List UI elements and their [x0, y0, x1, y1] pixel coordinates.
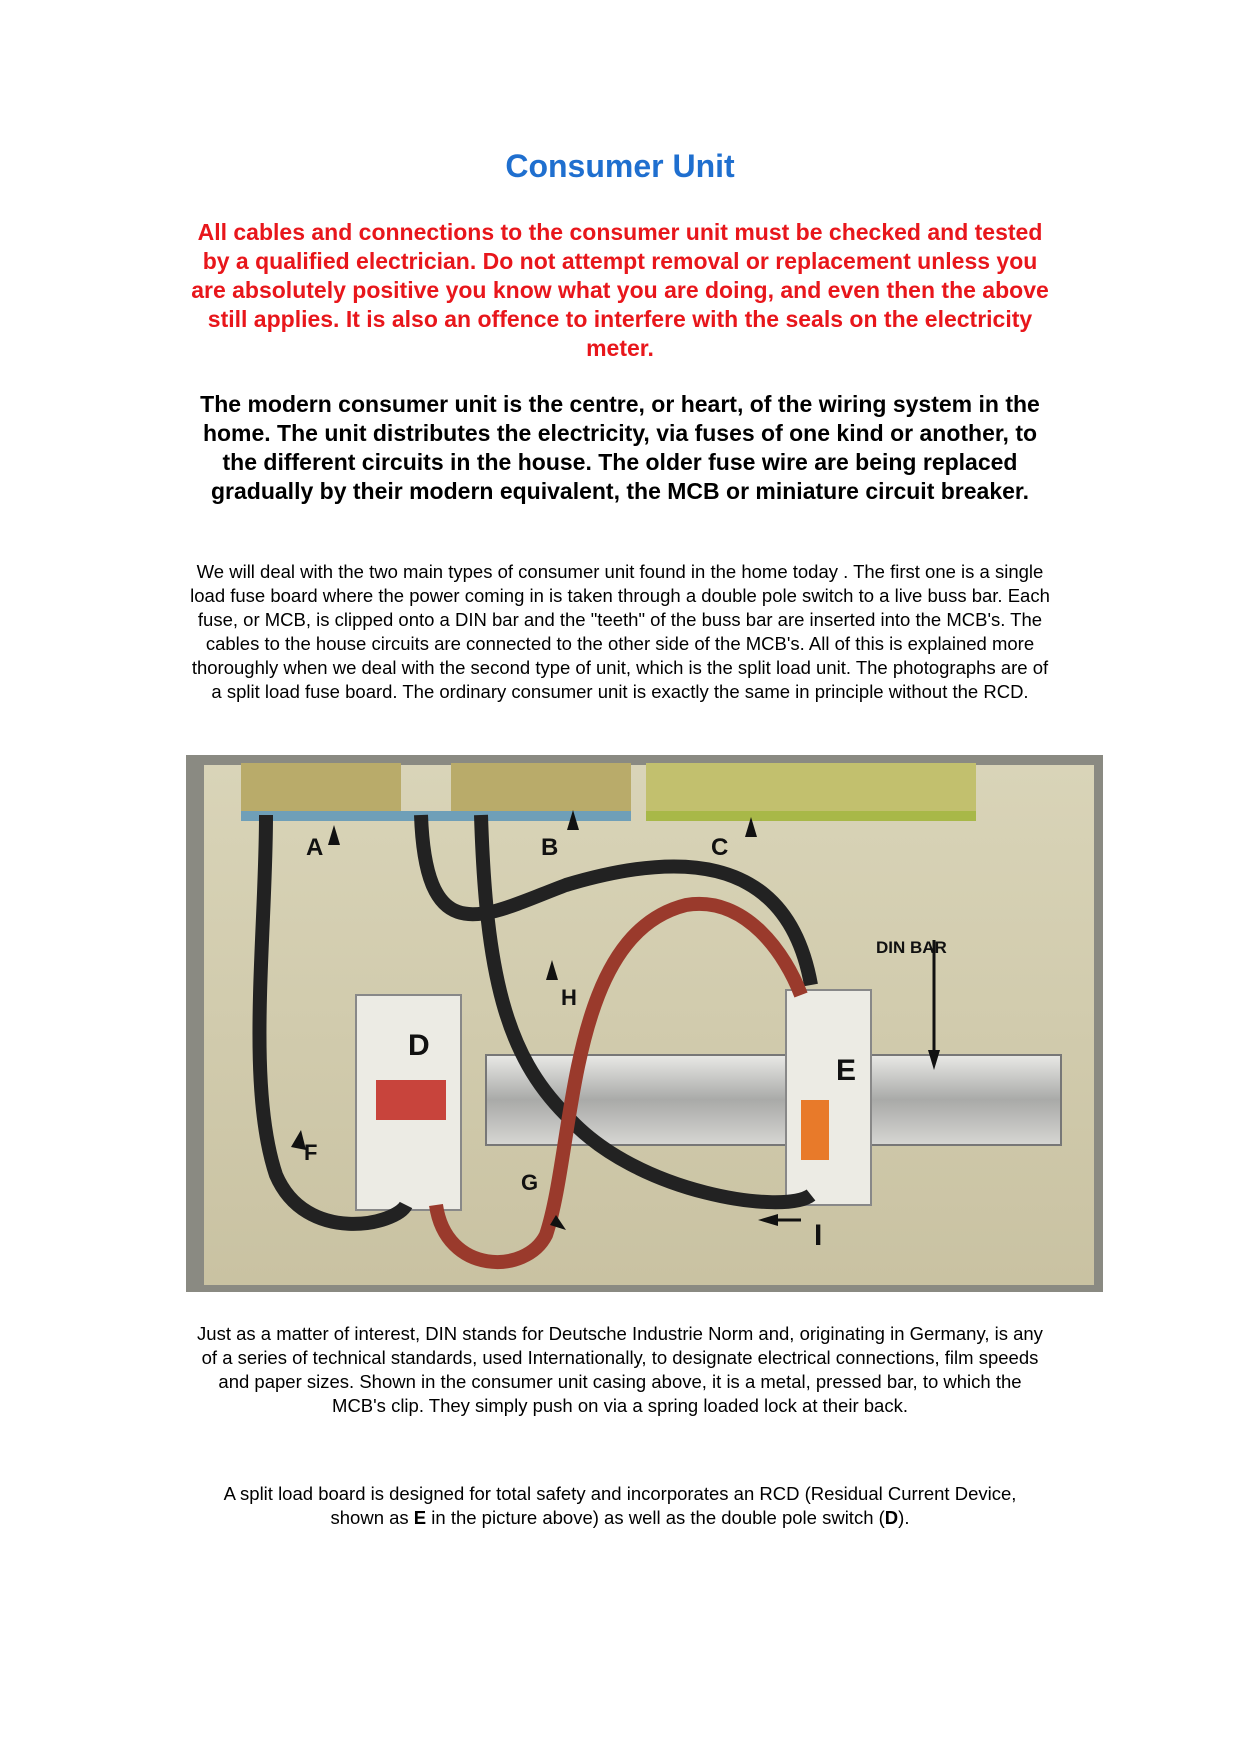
body-paragraph-din: Just as a matter of interest, DIN stands for Deutsche Industrie Norm and, originating in Germany, is any of a series of technical standards, used Internationally, to designate electrical connections, film speeds and paper sizes. Shown in the consumer unit casing above, it is a metal, pressed bar, to which the MCB's clip. They simply push on via a spring loaded lock at their back. — [197, 1323, 1043, 1416]
photo-label-i: I — [814, 1219, 823, 1252]
split-load-bold-d: D — [884, 1507, 899, 1528]
split-load-text-1: A split load board is designed for total safety and incorporates an RCD (Residual Current Device, shown as — [223, 1483, 1017, 1528]
page-title: Consumer Unit — [505, 148, 735, 184]
photo-label-e: E — [836, 1054, 857, 1087]
split-load-bold-e: E — [413, 1507, 427, 1528]
split-load-text-2: in the picture above) as well as the double pole switch ( — [426, 1507, 885, 1528]
safety-warning: All cables and connections to the consumer unit must be checked and tested by a qualified electrician. Do not attempt removal or replacement unless you are absolutely positive you know what you are doing, and even then the above still applies. It is also an offence to interfere with the seals on the electricity meter. — [191, 219, 1049, 361]
photo-label-d: D — [408, 1029, 430, 1062]
photo-label-din-bar: DIN BAR — [876, 938, 947, 957]
photo-label-g: G — [521, 1170, 539, 1195]
photo-label-h: H — [561, 985, 577, 1010]
photo-label-a: A — [306, 834, 324, 861]
photo-label-f: F — [304, 1140, 318, 1165]
body-paragraph-split-load — [196, 1482, 1044, 1530]
consumer-unit-photo — [186, 755, 1103, 1292]
photo-label-b: B — [541, 834, 559, 861]
intro-paragraph: The modern consumer unit is the centre, or heart, of the wiring system in the home. The unit distributes the electricity, via fuses of one kind or another, to the different circuits in the house. The older fuse wire are being replaced gradually by their modern equivalent, the MCB or miniature circuit breaker. — [200, 391, 1040, 504]
body-paragraph-types: We will deal with the two main types of consumer unit found in the home today . The first one is a single load fuse board where the power coming in is taken through a double pole switch to a live buss bar. Each fuse, or MCB, is clipped onto a DIN bar and the "teeth" of the buss bar are inserted into the MCB's. The cables to the house circuits are connected to the other side of the MCB's. All of this is explained more thoroughly when we deal with the second type of unit, which is the split load unit. The photographs are of a split load fuse board. The ordinary consumer unit is exactly the same in principle without the RCD. — [190, 561, 1050, 702]
photo-label-c: C — [711, 834, 729, 861]
split-load-text-3: ). — [898, 1507, 910, 1528]
